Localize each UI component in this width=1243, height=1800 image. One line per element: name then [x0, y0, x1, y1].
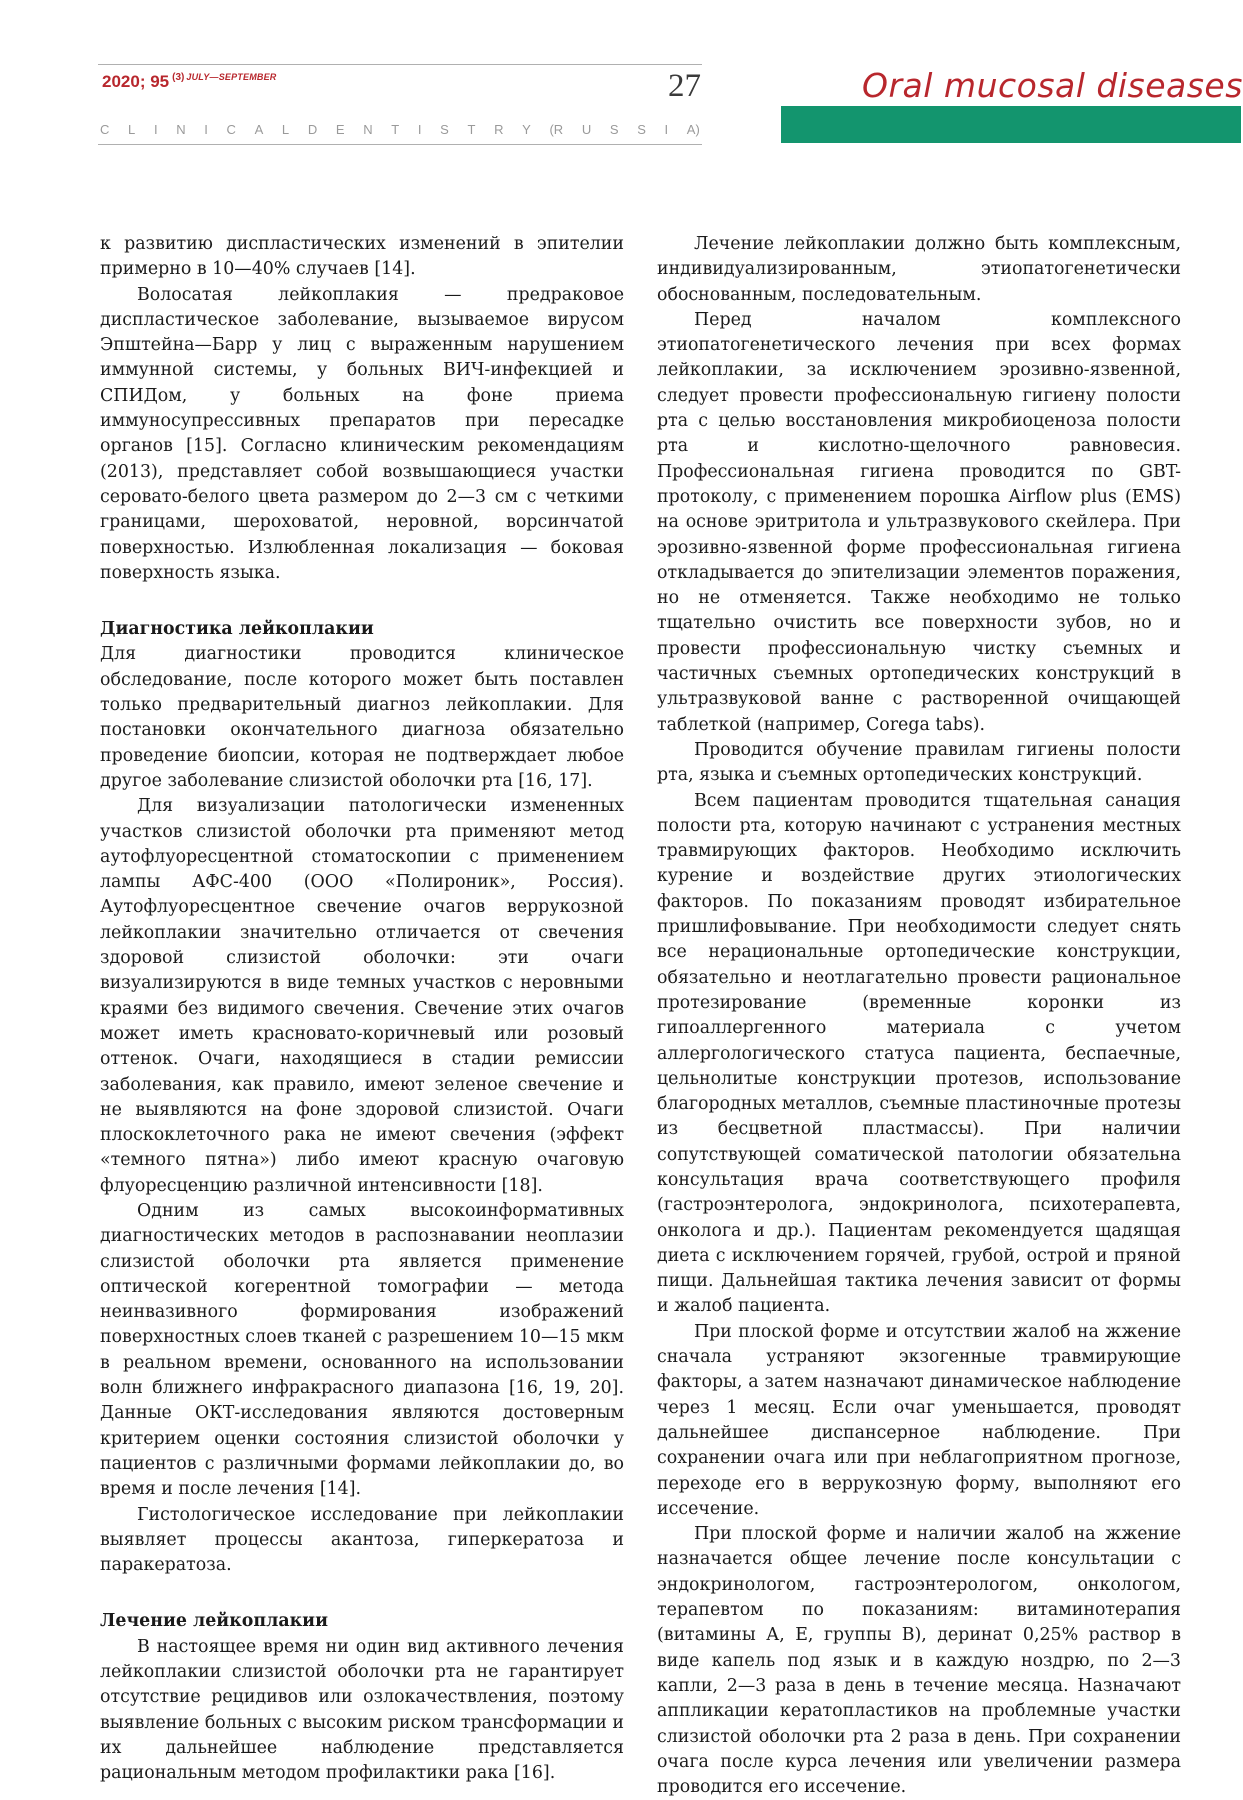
header-top-rule: [98, 64, 702, 65]
journal-name-letter: E: [335, 122, 345, 137]
journal-name-letter: S: [609, 122, 619, 137]
header-bottom-rule: [98, 144, 702, 145]
journal-name-letter: D: [307, 122, 318, 137]
left-column: [100, 232, 624, 1787]
paragraph: Гистологическое исследование при лейкоплакии выявляет процессы акантоза, гиперкератоза и паракератоза.: [100, 1504, 624, 1576]
journal-name-letter: (R: [549, 122, 564, 137]
journal-name-letter: U: [581, 122, 592, 137]
journal-name-letter: L: [128, 122, 136, 137]
journal-name-letter: Y: [522, 122, 531, 137]
section-color-bar: [781, 106, 1241, 143]
journal-name-letter: C: [226, 122, 236, 137]
journal-name-letter: S: [440, 122, 449, 137]
journal-name-letter: A): [686, 122, 700, 137]
page-number: 27: [668, 68, 701, 104]
paragraph: В настоящее время ни один вид активного лечения лейкоплакии слизистой оболочки рта не гарантирует отсутствие рецидивов или озлокачествления, поэтому выявление больных с высоким риском трансформации и их дальнейшее наблюдение представляется рациональным методом профилактики рака [16].: [100, 1636, 624, 1784]
journal-name-letter: C: [100, 122, 110, 137]
journal-name-letter: L: [281, 122, 290, 137]
journal-name-letter: N: [363, 122, 373, 137]
section-heading-treatment: Лечение лейкоплакии: [100, 1611, 328, 1632]
issue-number: (3): [172, 72, 185, 84]
journal-name: [100, 122, 700, 137]
issue-months: JULY—SEPTEMBER: [186, 72, 277, 83]
right-column: [657, 232, 1181, 1800]
journal-name-letter: S: [637, 122, 646, 137]
paragraph: к развитию диспластических изменений в эпителии примерно в 10—40% случаев [14].: [100, 234, 624, 280]
issue-year-volume: 2020; 95: [102, 72, 170, 91]
paragraph: Всем пациентам проводится тщательная санация полости рта, которую начинают с устранения местных травмирующих факторов. Необходимо исключить курение и воздействие других этиологических факторов. По показаниям проводят избирательное пришлифовывание. При необходимости следует снять все нерациональные ортопедические конструкции, обязательно и неотлагательно провести рациональное протезирование (временные коронки из гипоаллергенного материала с учетом аллергологического статуса пациента, беспаечные, цельнолитые конструкции протезов, использование благородных металлов, съемные пластиночные протезы из бесцветной пластмассы). При наличии сопутствующей соматической патологии обязательна консультация врача соответствующего профиля (гастроэнтеролога, эндокринолога, психотерапевта, онколога и др.). Пациентам рекомендуется щадящая диета с исключением горячей, грубой, острой и пряной пищи. Дальнейшая тактика лечения зависит от формы и жалоб пациента.: [657, 790, 1181, 1317]
journal-name-letter: I: [204, 122, 208, 137]
paragraph: Для визуализации патологически измененных участков слизистой оболочки рта применяют метод аутофлуоресцентной стоматоскопии с применением лампы АФС-400 (ООО «Полироник», Россия). Аутофлуоресцентное свечение очагов веррукозной лейкоплакии значительно отличается от свечения здоровой слизистой оболочки: эти очаги визуализируются в виде темных участков с неровными краями без видимого свечения. Свечение этих очагов может иметь красновато-коричневый или розовый оттенок. Очаги, находящиеся в стадии ремиссии заболевания, как правило, имеют зеленое свечение и не выявляются на фоне здоровой слизистой. Очаги плоскоклеточного рака не имеют свечения (эффект «темного пятна») либо имеют красную очаговую флуоресценцию различной интенсивности [18].: [100, 796, 624, 1196]
paragraph: Для диагностики проводится клиническое обследование, после которого может быть поставлен только предварительный диагноз лейкоплакии. Для постановки окончательного диагноза обязательно проведение биопсии, которая не подтверждает любое другое заболевание слизистой оболочки рта [16, 17].: [100, 644, 624, 791]
journal-name-letter: N: [176, 122, 186, 137]
paragraph: При плоской форме и наличии жалоб на жжение назначается общее лечение после консультации с эндокринологом, гастроэнтерологом, онкологом, терапевтом по показаниям: витаминотерапия (витамины А, Е, группы В), деринат 0,25% раствор в виде капель под язык и в каждую ноздрю, по 2—3 капли, 2—3 раза в день в течение месяца. Назначают аппликации кератопластиков на проблемные участки слизистой оболочки рта 2 раза в день. При сохранении очага после курса лечения или увеличении размера проводится его иссечение.: [657, 1524, 1181, 1798]
section-heading-diagnostics: Диагностика лейкоплакии: [100, 619, 374, 640]
journal-name-letter: T: [467, 122, 476, 137]
journal-name-letter: A: [254, 122, 264, 137]
section-title: Oral mucosal diseases: [862, 66, 1243, 105]
issue-info: [102, 72, 277, 92]
journal-name-letter: T: [391, 122, 400, 137]
journal-name-letter: R: [494, 122, 504, 137]
paragraph: Волосатая лейкоплакия — предраковое диспластическое заболевание, вызываемое вирусом Эпштейна—Барр у лиц с выраженным нарушением иммунной системы, у больных ВИЧ-инфекцией и СПИДом, у больных на фоне приема иммуносупрессивных препаратов при пересадке органов [15]. Согласно клиническим рекомендациям (2013), представляет собой возвышающиеся участки серовато-белого цвета размером до 2—3 см с четкими границами, шероховатой, неровной, ворсинчатой поверхностью. Излюбленная локализация — боковая поверхность языка.: [100, 284, 624, 583]
paragraph: При плоской форме и отсутствии жалоб на жжение сначала устраняют экзогенные травмирующие факторы, а затем назначают динамическое наблюдение через 1 месяц. Если очаг уменьшается, проводят дальнейшее диспансерное наблюдение. При сохранении очага или при неблагоприятном прогнозе, переходе его в веррукозную форму, выполняют его иссечение.: [657, 1321, 1181, 1519]
journal-name-letter: I: [664, 122, 669, 137]
paragraph: Перед началом комплексного этиопатогенетического лечения при всех формах лейкоплакии, за исключением эрозивно-язвенной, следует провести профессиональную гигиену полости рта с целью восстановления микробиоценоза полости рта и кислотно-щелочного равновесия. Профессиональная гигиена проводится по GBT-протоколу, с применением порошка Airflow plus (EMS) на основе эритритола и ультразвукового скейлера. При эрозивно-язвенной форме профессиональная гигиена откладывается до эпителизации элементов поражения, но не отменяется. Также необходимо не только тщательно очистить все поверхности зубов, но и провести профессиональную чистку съемных и частичных съемных ортопедических конструкций в ультразвуковой ванне с растворенной очищающей таблеткой (например, Corega tabs).: [657, 309, 1181, 735]
paragraph: Одним из самых высокоинформативных диагностических методов в распознавании неоплазии слизистой оболочки рта является применение оптической когерентной томографии — метода неинвазивного формирования изображений поверхностных слоев тканей с разрешением 10—15 мкм в реальном времени, основанного на использовании волн ближнего инфракрасного диапазона [16, 19, 20]. Данные ОКТ-исследования являются достоверным критерием оценки состояния слизистой оболочки у пациентов с различными формами лейкоплакии до, во время и после лечения [14].: [100, 1200, 624, 1500]
paragraph: Лечение лейкоплакии должно быть комплексным, индивидуализированным, этиопатогенетически обоснованным, последовательным.: [657, 234, 1181, 305]
paragraph: Проводится обучение правилам гигиены полости рта, языка и съемных ортопедических конструкций.: [657, 739, 1181, 786]
journal-name-letter: I: [153, 122, 158, 137]
journal-name-letter: I: [417, 122, 422, 137]
